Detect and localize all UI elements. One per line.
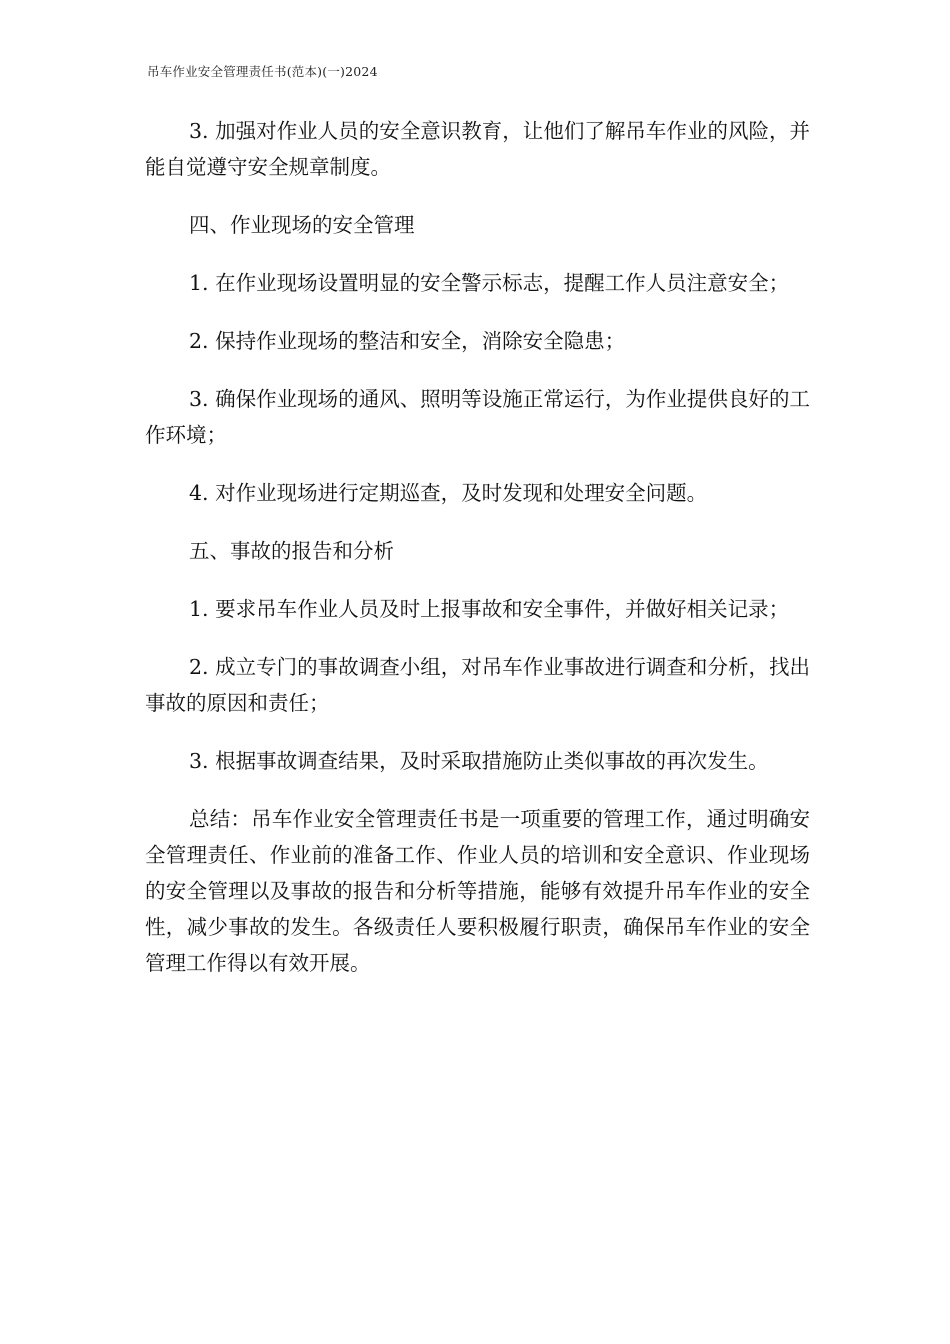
document-body: [145, 113, 810, 1003]
paragraph-item-3-education: 3. 加强对作业人员的安全意识教育，让他们了解吊车作业的风险，并能自觉遵守安全规章制度。: [145, 119, 810, 179]
paragraph-incident-reporting: 1. 要求吊车作业人员及时上报事故和安全事件，并做好相关记录；: [189, 597, 790, 621]
section-heading-5: 五、事故的报告和分析: [189, 539, 394, 563]
paragraph-site-cleanliness: 2. 保持作业现场的整洁和安全，消除安全隐患；: [189, 329, 626, 353]
section-heading-4: 四、作业现场的安全管理: [189, 213, 415, 237]
paragraph-preventive-measures: 3. 根据事故调查结果，及时采取措施防止类似事故的再次发生。: [189, 749, 769, 773]
paragraph-warning-signs: 1. 在作业现场设置明显的安全警示标志，提醒工作人员注意安全；: [189, 271, 790, 295]
paragraph-site-inspection: 4. 对作业现场进行定期巡查，及时发现和处理安全问题。: [189, 481, 708, 505]
paragraph-summary: 总结：吊车作业安全管理责任书是一项重要的管理工作，通过明确安全管理责任、作业前的准备工作、作业人员的培训和安全意识、作业现场的安全管理以及事故的报告和分析等措施，能够有效提升吊车作业的安全性，减少事故的发生。各级责任人要积极履行职责，确保吊车作业的安全管理工作得以有效开展。: [145, 807, 810, 975]
page-header: 吊车作业安全管理责任书(范本)(一)2024: [147, 64, 378, 79]
paragraph-investigation-team: 2. 成立专门的事故调查小组，对吊车作业事故进行调查和分析，找出事故的原因和责任；: [145, 655, 810, 715]
paragraph-ventilation-lighting: 3. 确保作业现场的通风、照明等设施正常运行，为作业提供良好的工作环境；: [145, 387, 810, 447]
